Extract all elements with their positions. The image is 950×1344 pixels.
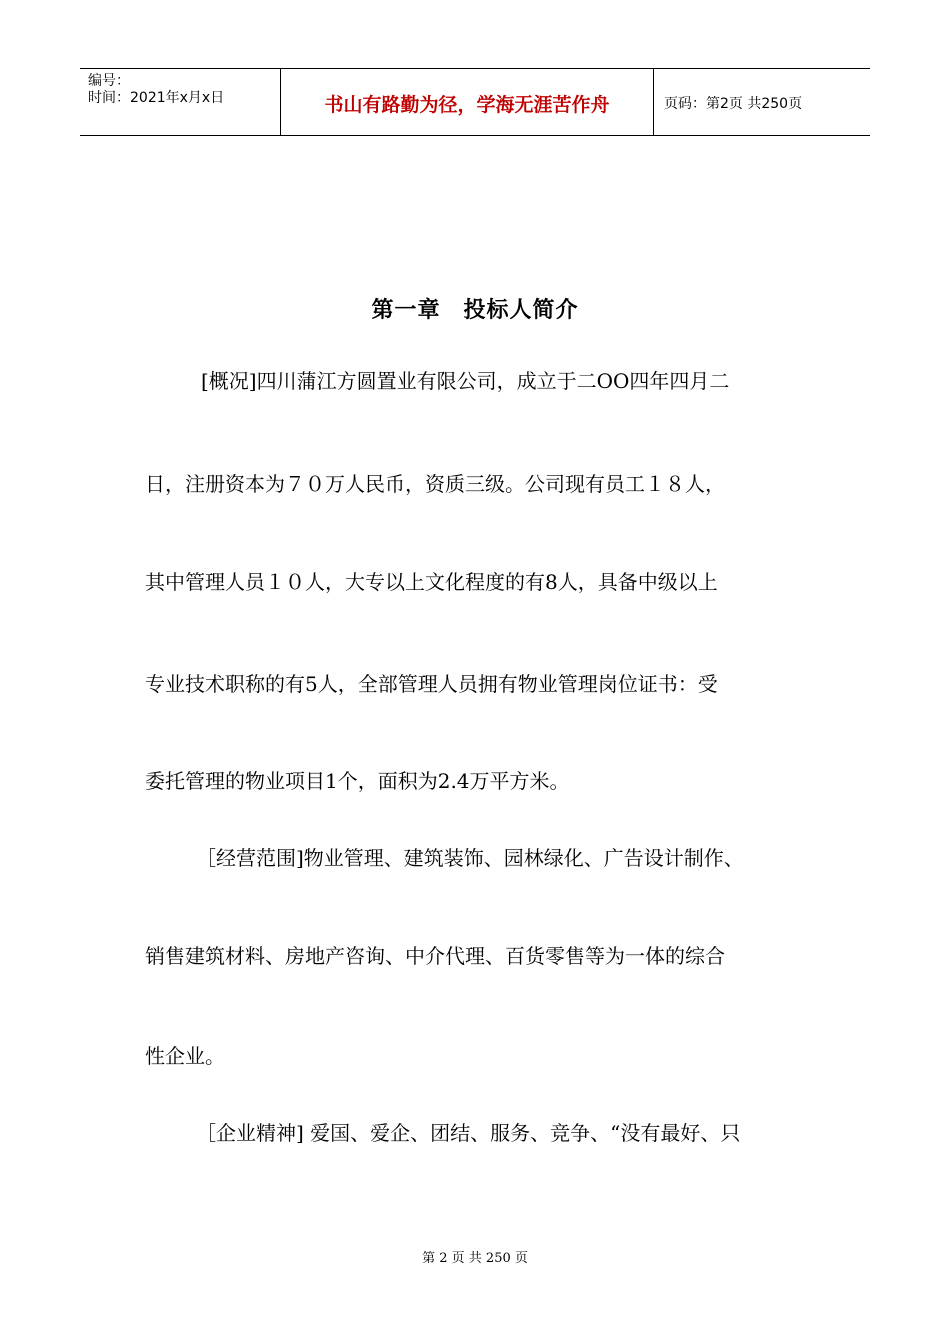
body-line: 销售建筑材料、房地产咨询、中介代理、百货零售等为一体的综合 [145,944,725,968]
header-meta [80,69,281,135]
body-line: ［经营范围]物业管理、建筑装饰、园林绿化、广告设计制作、 [196,846,744,870]
document-time-label: 时间：2021年x月x日 [88,90,225,106]
body-line: 专业技术职称的有5人，全部管理人员拥有物业管理岗位证书：受 [145,672,718,696]
page-footer: 第 2 页 共 250 页 [422,1251,528,1266]
body-line: ［企业精神] 爱国、爱企、团结、服务、竞争、“没有最好、只 [196,1121,741,1145]
body-line: 日，注册资本为７０万人民币，资质三级。公司现有员工１８人， [145,472,725,496]
body-line: 性企业。 [145,1044,225,1068]
document-number-label: 编号： [88,73,130,89]
chapter-title: 第一章 投标人简介 [371,298,579,323]
page-header [80,68,870,136]
body-line: 委托管理的物业项目1个，面积为2.4万平方米。 [145,769,570,793]
body-line: 其中管理人员１０人，大专以上文化程度的有8人，具备中级以上 [145,570,718,594]
header-page-info: 页码：第2页 共250页 [664,96,803,112]
header-motto: 书山有路勤为径，学海无涯苦作舟 [281,69,654,135]
body-line: [概况]四川蒲江方圆置业有限公司，成立于二OO四年四月二 [201,369,730,393]
